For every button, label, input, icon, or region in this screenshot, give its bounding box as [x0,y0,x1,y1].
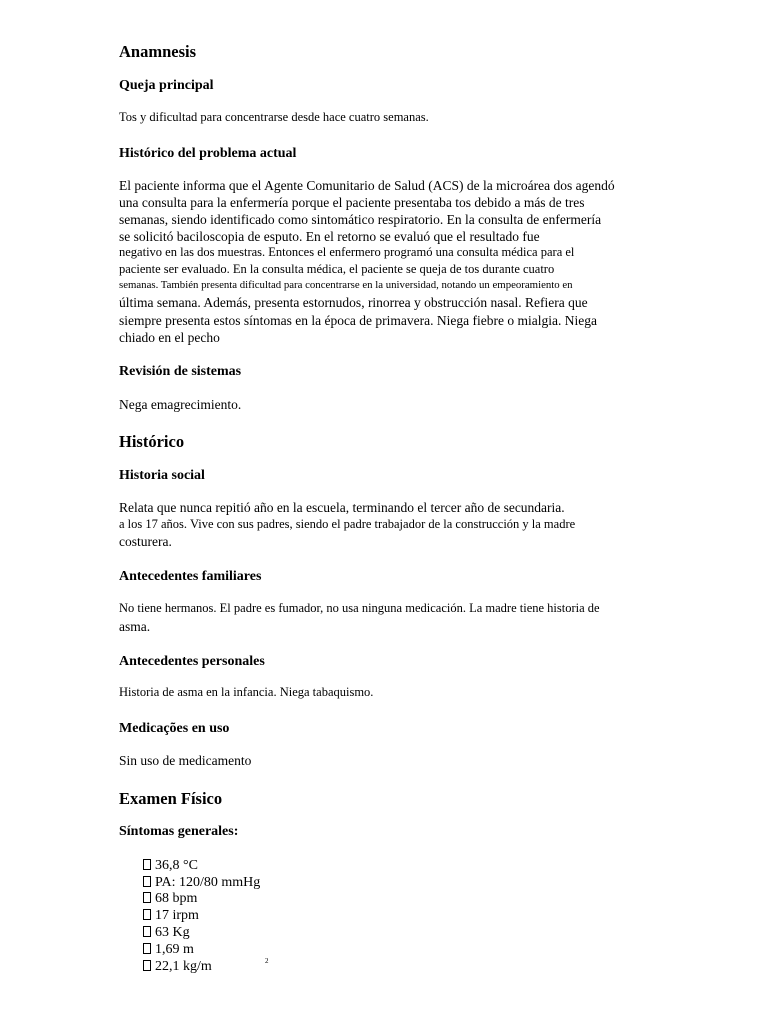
historico-heading: Histórico [119,432,185,451]
list-item [143,891,197,906]
bullet-icon [143,909,151,920]
bullet-icon [143,892,151,903]
list-item [143,959,212,974]
antecedentes-familiares-line: No tiene hermanos. El padre es fumador, no usa ninguna medicación. La madre tiene historia de [119,601,600,615]
historico-problema-line: última semana. Además, presenta estornudos, rinorrea y obstrucción nasal. Refiera que [119,295,588,310]
list-item [143,925,190,940]
historico-problema-line: El paciente informa que el Agente Comunitario de Salud (ACS) de la microárea dos agendó [119,178,615,193]
antecedentes-personales-text: Historia de asma en la infancia. Niega tabaquismo. [119,685,374,699]
historico-problema-line: siempre presenta estos síntomas en la época de primavera. Niega fiebre o mialgia. Niega [119,313,597,328]
height-value: 1,69 m [155,942,194,957]
historia-social-line: a los 17 años. Vive con sus padres, siendo el padre trabajador de la construcción y la madre [119,517,576,531]
queja-principal-heading: Queja principal [119,78,214,93]
weight-value: 63 Kg [155,925,190,940]
anamnesis-heading: Anamnesis [119,42,197,61]
medicacoes-heading: Medicações en uso [119,721,230,736]
revision-sistemas-heading: Revisión de sistemas [119,364,242,379]
bullet-icon [143,859,151,870]
list-item [143,875,260,890]
bullet-icon [143,960,151,971]
historico-problema-line: chiado en el pecho [119,330,220,345]
revision-sistemas-text: Nega emagrecimiento. [119,397,242,412]
antecedentes-familiares-line: asma. [119,619,151,634]
historico-problema-line: semanas, siendo identificado como sintomático respiratorio. En la consulta de enfermería [119,212,602,227]
blood-pressure-value: PA: 120/80 mmHg [155,875,261,890]
historico-problema-heading: Histórico del problema actual [119,146,297,161]
list-item [143,858,198,873]
list-item [143,908,199,923]
sintomas-generales-heading: Síntomas generales: [119,824,239,839]
list-item [143,942,194,957]
bullet-icon [143,926,151,937]
bmi-value: 22,1 kg/m [155,959,212,974]
historico-problema-line: semanas. También presenta dificultad para concentrarse en la universidad, notando un empeoramiento en [119,279,573,291]
temperature-value: 36,8 °C [155,858,198,873]
bullet-icon [143,943,151,954]
bullet-icon [143,876,151,887]
historico-problema-line: se solicitó baciloscopia de esputo. En el retorno se evaluó que el resultado fue [119,229,540,244]
heart-rate-value: 68 bpm [155,891,198,906]
historico-problema-line: negativo en las dos muestras. Entonces el enfermero programó una consulta médica para el [119,245,575,259]
historia-social-heading: Historia social [119,468,205,483]
historico-problema-line: una consulta para la enfermería porque el paciente presentaba tos debido a más de tres [119,195,585,210]
historia-social-line: Relata que nunca repitió año en la escuela, terminando el tercer año de secundaria. [119,500,565,515]
historia-social-line: costurera. [119,534,172,549]
examen-fisico-heading: Examen Físico [119,789,223,808]
respiratory-rate-value: 17 irpm [155,908,199,923]
historico-problema-line: paciente ser evaluado. En la consulta médica, el paciente se queja de tos durante cuatro [119,262,555,276]
queja-principal-text: Tos y dificultad para concentrarse desde hace cuatro semanas. [119,110,429,124]
antecedentes-personales-heading: Antecedentes personales [119,654,265,669]
bmi-superscript: 2 [265,957,269,965]
medicacoes-text: Sin uso de medicamento [119,753,252,768]
antecedentes-familiares-heading: Antecedentes familiares [119,569,262,584]
